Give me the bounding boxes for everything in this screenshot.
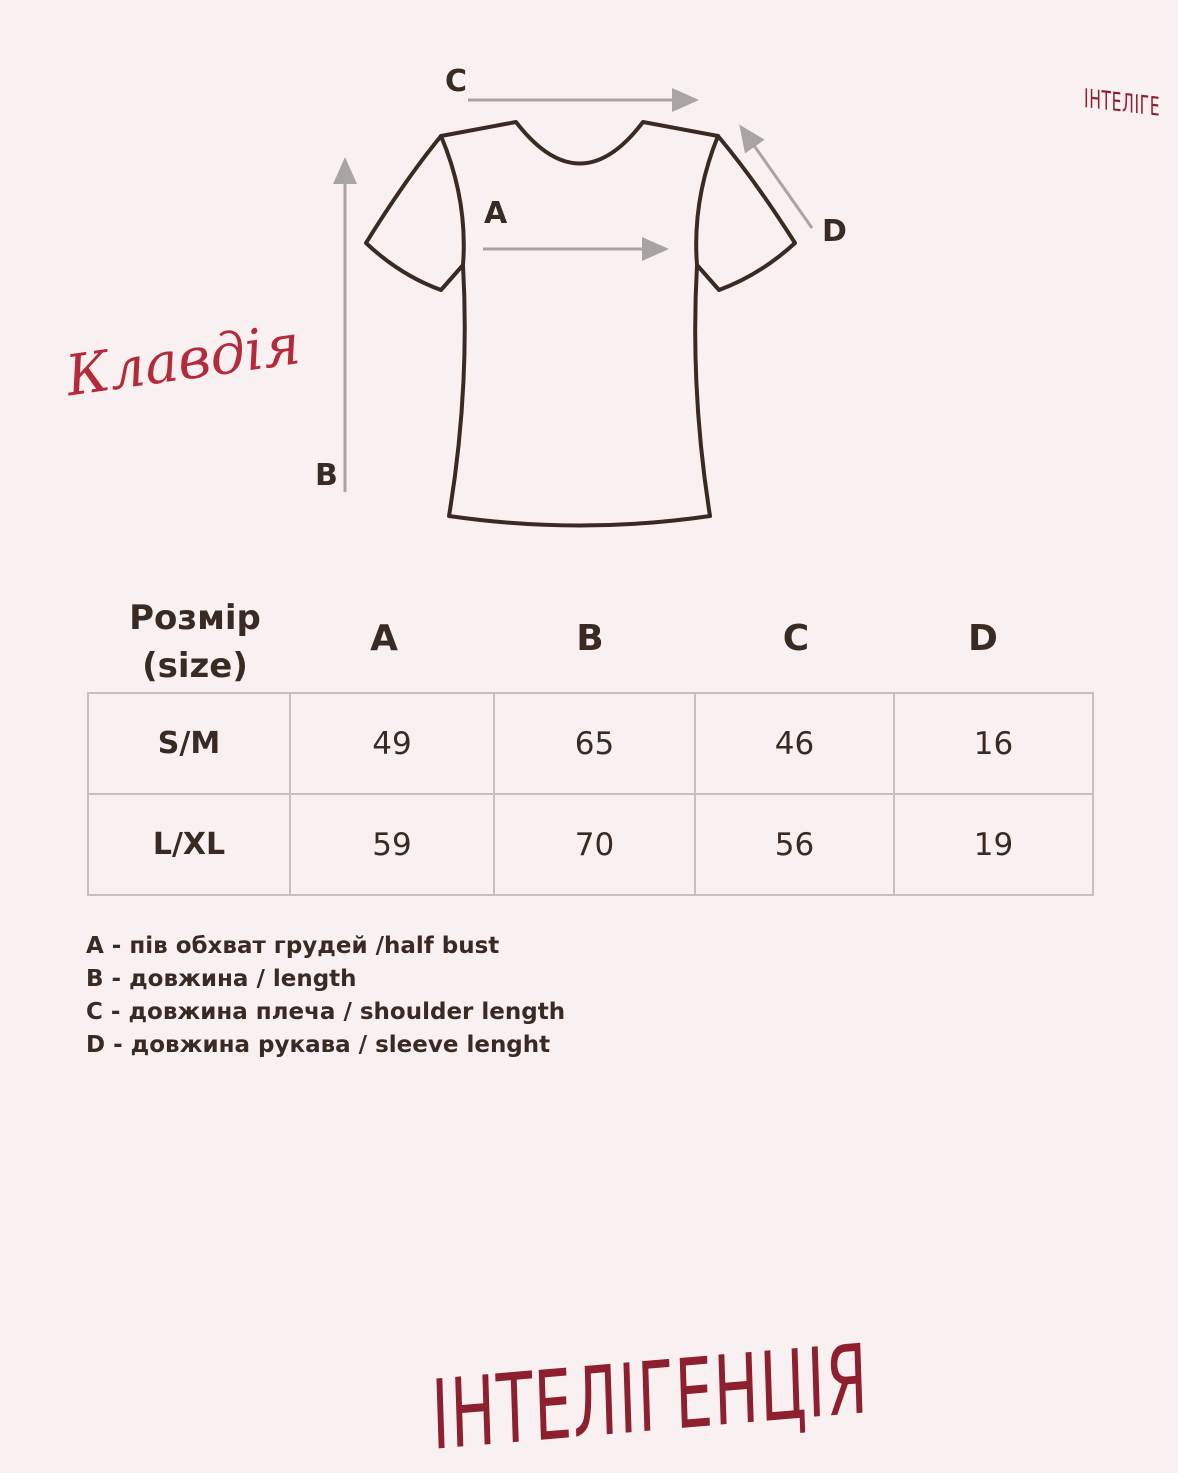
- size-column-header: [110, 594, 280, 690]
- table-row: [88, 693, 1093, 794]
- column-header-d: D: [968, 618, 998, 659]
- size-cell: L/XL: [88, 794, 290, 895]
- diagram-label-d: D: [822, 214, 847, 249]
- size-table: [87, 692, 1094, 896]
- column-header-b: B: [576, 618, 604, 659]
- value-cell-b: 65: [494, 693, 695, 794]
- value-cell-a: 49: [290, 693, 494, 794]
- diagram-label-c: C: [445, 64, 468, 99]
- legend-item-b: B - довжина / length: [86, 966, 357, 992]
- value-cell-a: 59: [290, 794, 494, 895]
- legend-item-a: A - пів обхват грудей /half bust: [86, 933, 500, 959]
- diagram-label-a: A: [484, 196, 508, 231]
- column-header-c: C: [782, 618, 810, 659]
- value-cell-c: 46: [695, 693, 894, 794]
- signature-klavdiia: Клавдія: [62, 312, 305, 410]
- diagram-label-b: B: [315, 458, 338, 493]
- brand-logo-bottom: ІНТЕЛІГЕНЦІЯ: [430, 1323, 871, 1472]
- value-cell-b: 70: [494, 794, 695, 895]
- column-header-a: A: [370, 618, 398, 659]
- table-row: [88, 794, 1093, 895]
- legend-item-d: D - довжина рукава / sleeve lenght: [86, 1032, 551, 1058]
- value-cell-c: 56: [695, 794, 894, 895]
- measurement-legend: [86, 930, 565, 1062]
- size-header-line-1: Розмір: [129, 598, 261, 638]
- value-cell-d: 16: [894, 693, 1093, 794]
- size-header-line-2: (size): [142, 646, 248, 686]
- tshirt-outline: [366, 122, 795, 526]
- value-cell-d: 19: [894, 794, 1093, 895]
- legend-item-c: C - довжина плеча / shoulder length: [86, 999, 566, 1025]
- brand-logo-corner: ІНТЕЛІГЕ: [1084, 84, 1161, 123]
- size-cell: S/M: [88, 693, 290, 794]
- tshirt-diagram: [0, 0, 1178, 560]
